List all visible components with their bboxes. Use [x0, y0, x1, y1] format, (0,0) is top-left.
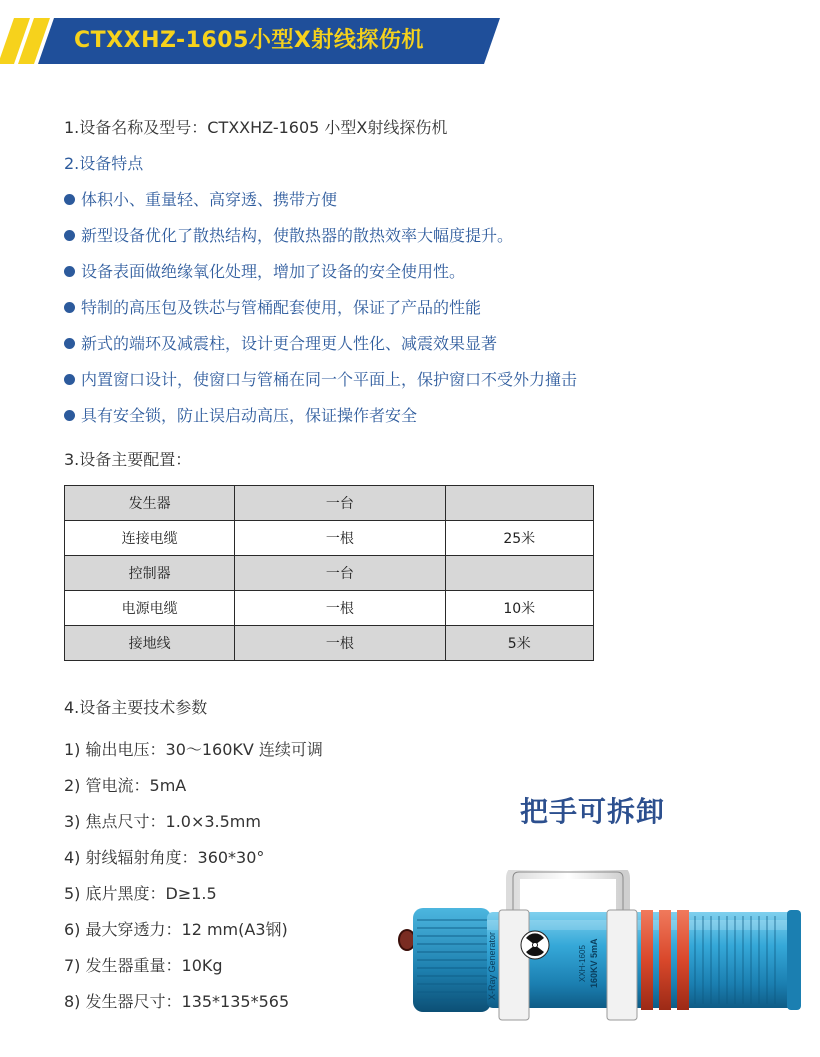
feature-text: 体积小、重量轻、高穿透、携带方便: [81, 190, 338, 209]
table-cell: 接地线: [65, 626, 235, 661]
param-item: 2) 管电流：5mA: [64, 776, 187, 795]
param-item: 5) 底片黑度：D≥1.5: [64, 884, 217, 903]
table-cell: [445, 486, 593, 521]
feature-item: [64, 333, 497, 355]
table-cell: 连接电缆: [65, 521, 235, 556]
table-cell: 一根: [235, 521, 445, 556]
feature-item: [64, 225, 513, 247]
table-cell: 控制器: [65, 556, 235, 591]
feature-item: [64, 189, 337, 211]
feature-text: 新式的端环及减震柱，设计更合理更人性化、减震效果显著: [81, 334, 498, 353]
feature-text: 特制的高压包及铁芯与管桶配套使用，保证了产品的性能: [81, 298, 482, 317]
table-row: [65, 486, 594, 521]
bullet-icon: [64, 410, 75, 421]
params-heading: 4.设备主要技术参数: [64, 698, 208, 717]
page-title: CTXXHZ-1605小型X射线探伤机: [74, 28, 424, 53]
bullet-icon: [64, 230, 75, 241]
config-table: [64, 485, 594, 661]
table-cell: 电源电缆: [65, 591, 235, 626]
param-item: 8) 发生器尺寸：135*135*565: [64, 992, 290, 1011]
table-cell: 一台: [235, 486, 445, 521]
tube-label-text: X-Ray Generator: [487, 931, 497, 1000]
bullet-icon: [64, 266, 75, 277]
table-cell: 一台: [235, 556, 445, 591]
param-item: 7) 发生器重量：10Kg: [64, 956, 223, 975]
bullet-icon: [64, 302, 75, 313]
handle-note: 把手可拆卸: [520, 795, 666, 828]
param-item: 4) 射线辐射角度：360*30°: [64, 848, 265, 867]
xray-generator-image: [395, 870, 810, 1045]
feature-text: 新型设备优化了散热结构，使散热器的散热效率大幅度提升。: [81, 226, 514, 245]
tube-model-text: XXH-1605: [578, 945, 587, 982]
table-cell: 5米: [445, 626, 593, 661]
table-row: [65, 626, 594, 661]
tube-spec-text: 160KV 5mA: [589, 938, 599, 988]
table-row: [65, 556, 594, 591]
feature-text: 具有安全锁，防止误启动高压，保证操作者安全: [81, 406, 418, 425]
title-banner: [0, 18, 520, 64]
table-cell: 10米: [445, 591, 593, 626]
bullet-icon: [64, 374, 75, 385]
feature-item: [64, 369, 577, 391]
feature-item: [64, 261, 465, 283]
feature-item: [64, 405, 417, 427]
param-item: 6) 最大穿透力：12 mm(A3钢): [64, 920, 288, 939]
bullet-icon: [64, 338, 75, 349]
table-cell: [445, 556, 593, 591]
feature-text: 内置窗口设计，使窗口与管桶在同一个平面上，保护窗口不受外力撞击: [81, 370, 578, 389]
table-row: [65, 521, 594, 556]
config-heading: 3.设备主要配置：: [64, 450, 192, 469]
table-cell: 一根: [235, 591, 445, 626]
features-heading: 2.设备特点: [64, 154, 144, 173]
table-row: [65, 591, 594, 626]
feature-item: [64, 297, 481, 319]
table-cell: 发生器: [65, 486, 235, 521]
bullet-icon: [64, 194, 75, 205]
table-cell: 一根: [235, 626, 445, 661]
param-item: 1) 输出电压：30～160KV 连续可调: [64, 740, 323, 759]
device-name-line: 1.设备名称及型号：CTXXHZ-1605 小型X射线探伤机: [64, 118, 448, 137]
param-item: 3) 焦点尺寸：1.0×3.5mm: [64, 812, 261, 831]
table-cell: 25米: [445, 521, 593, 556]
feature-text: 设备表面做绝缘氧化处理，增加了设备的安全使用性。: [81, 262, 466, 281]
